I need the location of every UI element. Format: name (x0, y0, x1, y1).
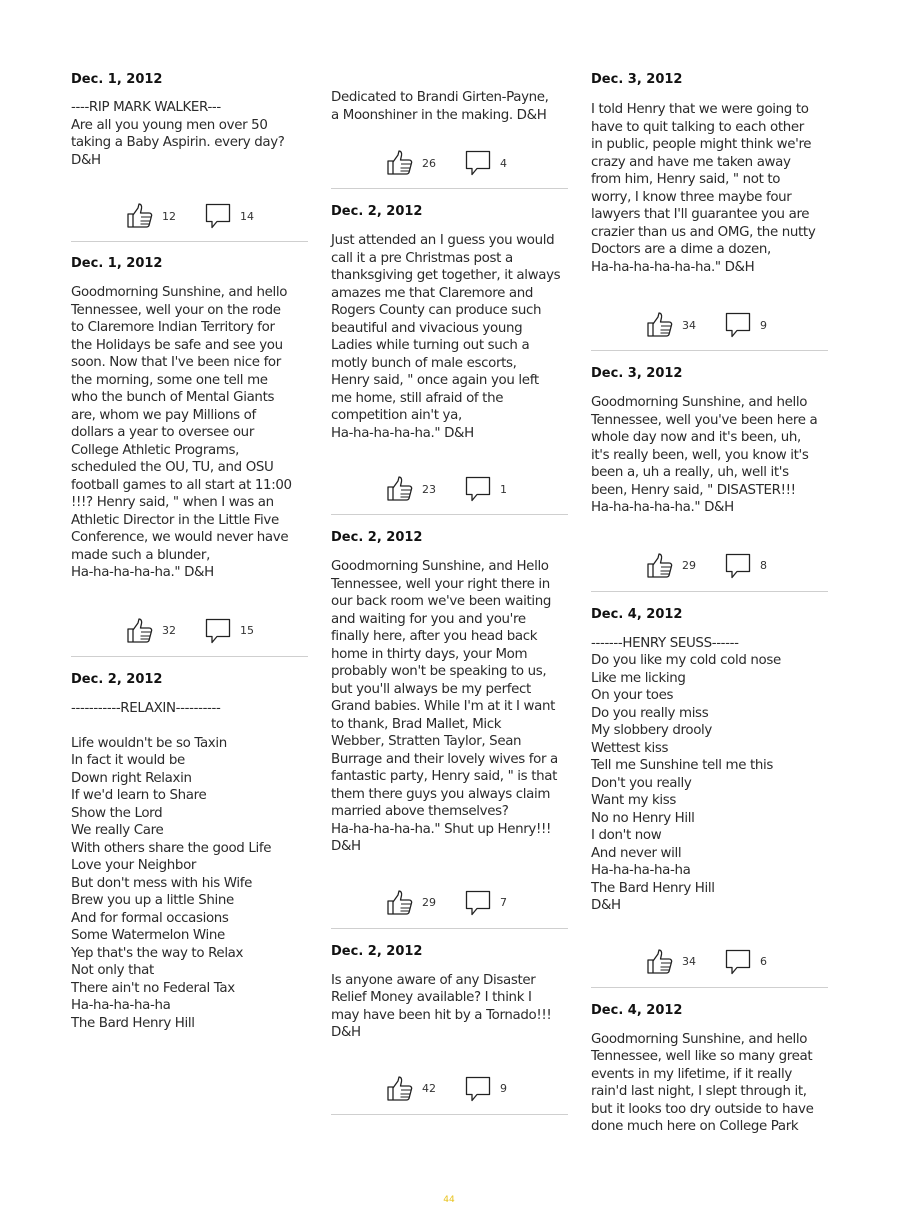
comment-count: 6 (760, 955, 767, 968)
like-count: 29 (422, 896, 436, 909)
post-reactions (591, 310, 828, 350)
like-count: 34 (682, 318, 696, 332)
comment-button[interactable] (725, 551, 767, 581)
post (331, 0, 568, 189)
post-date: Dec. 4, 2012 (591, 1002, 683, 1018)
post-text: Goodmorning Sunshine, and hello Tennessee, well you've been here a whole day now and it's been, uh, it's really been, well, you know it's been a, uh a really, uh, well it's been, Henry said, " DISASTER!!! Ha-ha-ha-ha-ha." D&H (591, 395, 818, 515)
post-date: Dec. 2, 2012 (331, 943, 423, 959)
comment-count: 9 (500, 1082, 507, 1095)
like-button[interactable] (127, 201, 176, 231)
thumbs-up-icon (647, 553, 673, 579)
post-text: I told Henry that we were going to have to quit talking to each other in public, people might think we're crazy and have me taken away from him, Henry said, " not to worry, I know three maybe four lawyers that I'll guarantee you are crazier than us and OMG, the nutty Doctors are a dime a dozen, Ha-ha-ha-ha-ha-ha." D&H (591, 102, 816, 275)
comment-button[interactable] (725, 310, 767, 340)
like-button[interactable] (647, 310, 696, 340)
like-button[interactable] (387, 148, 436, 178)
post-date: Dec. 4, 2012 (591, 606, 683, 622)
like-count: 26 (422, 156, 436, 170)
post-reactions (331, 148, 568, 188)
post-reactions (331, 888, 568, 928)
post-date: Dec. 3, 2012 (591, 72, 683, 87)
post (331, 189, 568, 515)
post (591, 592, 828, 988)
like-count: 23 (422, 482, 436, 496)
like-count: 12 (162, 209, 176, 223)
post-reactions (591, 551, 828, 591)
post-text: Is anyone aware of any Disaster Relief Money available? I think I may have been hit by a Tornado!!! D&H (331, 972, 552, 1040)
post (591, 351, 828, 592)
post (71, 242, 308, 657)
post (331, 515, 568, 929)
comment-icon (465, 476, 491, 502)
post-date: Dec. 1, 2012 (71, 256, 163, 271)
comment-icon (725, 949, 751, 975)
post-text: -----------RELAXIN---------- Life wouldn't be so Taxin In fact it would be Down right Relaxin If we'd learn to Share Show the Lord We really Care With others share the good Life Love your Neighbor But don't mess with his Wife Brew you up a little Shine And for formal occasions Some Watermelon Wine Yep that's the way to Relax Not only that There ain't no Federal Tax Ha-ha-ha-ha-ha The Bard Henry Hill (71, 700, 272, 1031)
like-button[interactable] (387, 474, 436, 504)
comment-count: 7 (500, 896, 507, 909)
like-button[interactable] (127, 616, 176, 646)
comment-count: 8 (760, 559, 767, 572)
comment-count: 14 (240, 209, 254, 223)
column-1 (71, 0, 308, 1032)
post (591, 0, 828, 351)
post-reactions (71, 616, 308, 656)
comment-button[interactable] (205, 616, 254, 646)
comment-icon (725, 553, 751, 579)
like-button[interactable] (387, 888, 436, 918)
comment-button[interactable] (205, 201, 254, 231)
like-button[interactable] (647, 947, 696, 977)
post-text: -------HENRY SEUSS------ Do you like my cold cold nose Like me licking On your toes Do you really miss My slobbery drooly Wettest kiss Tell me Sunshine tell me this Don't you really Want my kiss No no Henry Hill I don't now And never will Ha-ha-ha-ha-ha The Bard Henry Hill D&H (591, 635, 781, 913)
post-reactions (331, 1074, 568, 1114)
comment-icon (465, 1076, 491, 1102)
like-button[interactable] (387, 1074, 436, 1104)
page-number: 44 (443, 1195, 455, 1205)
comment-icon (465, 150, 491, 176)
thumbs-up-icon (647, 312, 673, 338)
post-reactions (71, 201, 308, 241)
post-date: Dec. 1, 2012 (71, 72, 163, 87)
post (71, 657, 308, 1033)
post-text: Goodmorning Sunshine, and hello Tennessee, well like so many great events in my lifetime, if it really rain'd last night, I slept through it, but it looks too dry outside to have done much here on College Park (591, 1031, 814, 1134)
comment-button[interactable] (465, 474, 507, 504)
comment-count: 1 (500, 482, 507, 496)
comment-button[interactable] (725, 947, 767, 977)
post-text: Just attended an I guess you would call it a pre Christmas post a thanksgiving get together, it always amazes me that Claremore and Rogers County can produce such beautiful and vivacious young Ladies while turning out such a motly bunch of male escorts, Henry said, " once again you left me home, still afraid of the competition ain't ya, Ha-ha-ha-ha-ha." D&H (331, 233, 561, 441)
post-text: Dedicated to Brandi Girten-Payne, a Moonshiner in the making. D&H (331, 90, 549, 123)
thumbs-up-icon (387, 150, 413, 176)
post-date: Dec. 2, 2012 (331, 204, 423, 219)
like-count: 42 (422, 1082, 436, 1095)
comment-icon (725, 312, 751, 338)
post (331, 929, 568, 1115)
comment-icon (465, 890, 491, 916)
like-count: 34 (682, 955, 696, 968)
post-reactions (591, 947, 828, 987)
thumbs-up-icon (127, 203, 153, 229)
thumbs-up-icon (387, 476, 413, 502)
comment-icon (205, 203, 231, 229)
column-3 (591, 0, 828, 1136)
post-reactions (331, 474, 568, 514)
thumbs-up-icon (387, 890, 413, 916)
comment-count: 9 (760, 318, 767, 332)
post-text: Goodmorning Sunshine, and Hello Tennessee, well your right there in our back room we've been waiting and waiting for you and you're finally here, after you head back home in thirty days, your Mom probably won't be speaking to us, but you'll always be my perfect Grand babies. While I'm at it I want to thank, Brad Mallet, Mick Webber, Stratten Taylor, Sean Burrage and their lovely wives for a fantastic party, Henry said, " is that them there guys you always claim married above themselves? Ha-ha-ha-ha-ha." Shut up Henry!!! D&H (331, 559, 558, 854)
thumbs-up-icon (387, 1076, 413, 1102)
post-text: ----RIP MARK WALKER--- Are all you young men over 50 taking a Baby Aspirin. every day? D&H (71, 100, 285, 168)
like-count: 32 (162, 624, 176, 637)
comment-button[interactable] (465, 888, 507, 918)
like-count: 29 (682, 559, 696, 572)
post (591, 988, 828, 1136)
post-date: Dec. 2, 2012 (71, 671, 163, 687)
post-date: Dec. 2, 2012 (331, 530, 423, 545)
comment-button[interactable] (465, 148, 507, 178)
post-text: Goodmorning Sunshine, and hello Tennessee, well your on the rode to Claremore Indian Territory for the Holidays be safe and see you soon. Now that I've been nice for the morning, some one tell me who the bunch of Mental Giants are, whom we pay Millions of dollars a year to oversee our College Athletic Programs, scheduled the OU, TU, and OSU football games to all start at 11:00 !!!? Henry said, " when I was an Athletic Director in the Little Five Conference, we would never have made such a blunder, Ha-ha-ha-ha-ha." D&H (71, 285, 292, 580)
thumbs-up-icon (647, 949, 673, 975)
thumbs-up-icon (127, 618, 153, 644)
post (71, 0, 308, 242)
like-button[interactable] (647, 551, 696, 581)
post-date: Dec. 3, 2012 (591, 366, 683, 381)
comment-icon (205, 618, 231, 644)
comment-count: 15 (240, 624, 254, 637)
comment-button[interactable] (465, 1074, 507, 1104)
column-2 (331, 0, 568, 1115)
comment-count: 4 (500, 156, 507, 170)
